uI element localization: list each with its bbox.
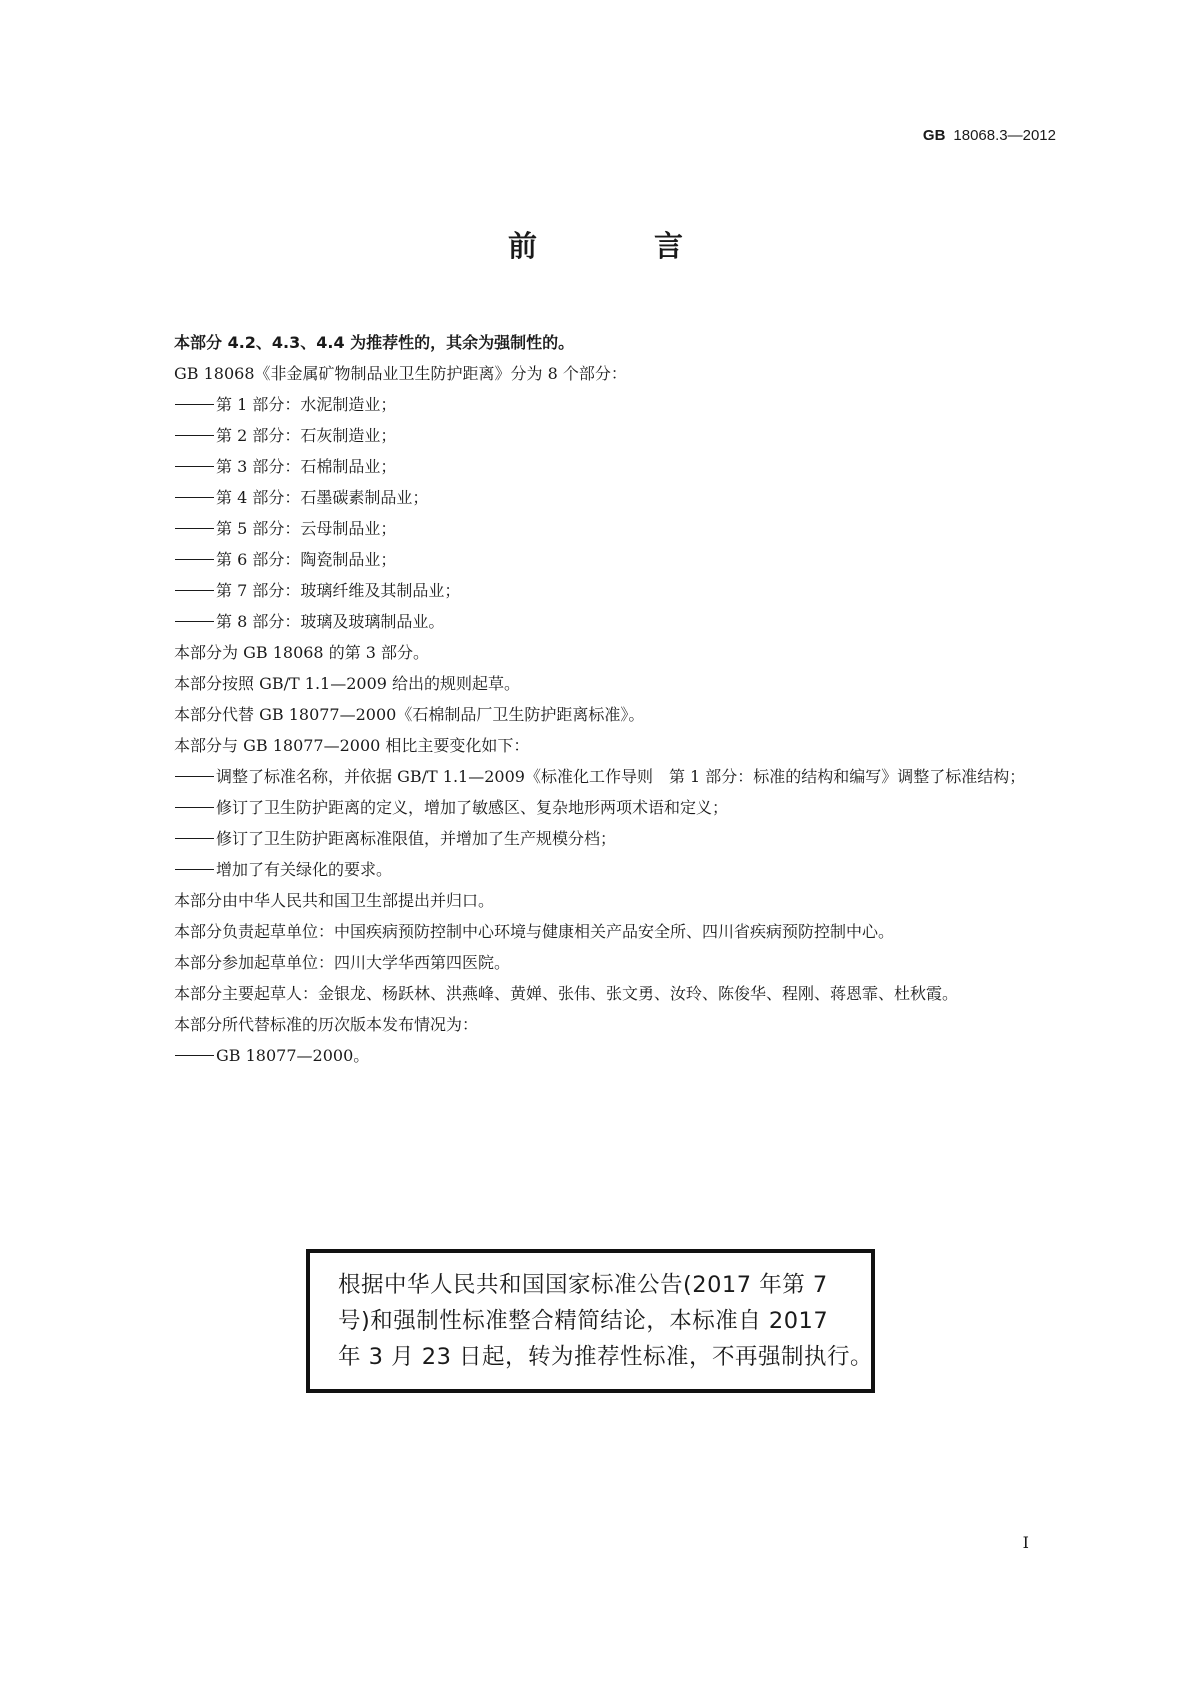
paragraph-part-of: 本部分为 GB 18068 的第 3 部分。 — [174, 643, 430, 662]
list-item-part-2: 第 2 部分：石灰制造业； — [216, 426, 397, 445]
list-item-part-7: 第 7 部分：玻璃纤维及其制品业； — [216, 581, 461, 600]
notice-line-1: 根据中华人民共和国国家标准公告(2017 年第 7 — [338, 1272, 828, 1298]
paragraph-parts-intro: GB 18068《非金属矿物制品业卫生防护距离》分为 8 个部分： — [174, 364, 627, 383]
standard-number — [923, 127, 1056, 144]
standard-code: 18068.3—2012 — [953, 127, 1056, 144]
notice-line-3: 年 3 月 23 日起，转为推荐性标准，不再强制执行。 — [338, 1344, 874, 1370]
paragraph-drafters: 本部分主要起草人：金银龙、杨跃林、洪燕峰、黄婵、张伟、张文勇、汝玲、陈俊华、程刚、蒋恩霏、杜秋霞。 — [174, 984, 959, 1003]
paragraph-proposer: 本部分由中华人民共和国卫生部提出并归口。 — [174, 891, 495, 910]
paragraph-replaces: 本部分代替 GB 18077—2000《石棉制品厂卫生防护距离标准》。 — [174, 705, 645, 724]
list-item-part-8: 第 8 部分：玻璃及玻璃制品业。 — [216, 612, 445, 631]
paragraph-participating-units: 本部分参加起草单位：四川大学华西第四医院。 — [174, 953, 511, 972]
notice-box — [306, 1249, 875, 1393]
list-item-part-3: 第 3 部分：石棉制品业； — [216, 457, 397, 476]
list-item-change-3: 修订了卫生防护距离标准限值，并增加了生产规模分档； — [216, 829, 617, 848]
list-item-change-2: 修订了卫生防护距离的定义，增加了敏感区、复杂地形两项术语和定义； — [216, 798, 729, 817]
paragraph-recommended-clauses: 本部分 4.2、4.3、4.4 为推荐性的，其余为强制性的。 — [174, 333, 575, 352]
list-item-part-5: 第 5 部分：云母制品业； — [216, 519, 397, 538]
notice-line-2: 号)和强制性标准整合精简结论，本标准自 2017 — [338, 1308, 829, 1334]
list-item-part-6: 第 6 部分：陶瓷制品业； — [216, 550, 397, 569]
list-item-part-1: 第 1 部分：水泥制造业； — [216, 395, 397, 414]
list-item-change-1: 调整了标准名称，并依据 GB/T 1.1—2009《标准化工作导则 第 1 部分：标准的结构和编写》调整了标准结构； — [216, 767, 1026, 786]
paragraph-version-history: 本部分所代替标准的历次版本发布情况为： — [174, 1015, 479, 1034]
paragraph-drafting-rules: 本部分按照 GB/T 1.1—2009 给出的规则起草。 — [174, 674, 521, 693]
page-number: I — [1022, 1533, 1029, 1552]
list-item-part-4: 第 4 部分：石墨碳素制品业； — [216, 488, 429, 507]
foreword-body — [126, 327, 1064, 1071]
standard-prefix: GB — [922, 127, 946, 144]
page-title: 前 言 — [507, 229, 727, 263]
list-item-previous-version: GB 18077—2000。 — [216, 1046, 370, 1065]
paragraph-lead-drafting-units: 本部分负责起草单位：中国疾病预防控制中心环境与健康相关产品安全所、四川省疾病预防控制中心。 — [174, 922, 895, 941]
list-item-change-4: 增加了有关绿化的要求。 — [216, 860, 393, 879]
paragraph-changes-intro: 本部分与 GB 18077—2000 相比主要变化如下： — [174, 736, 530, 755]
